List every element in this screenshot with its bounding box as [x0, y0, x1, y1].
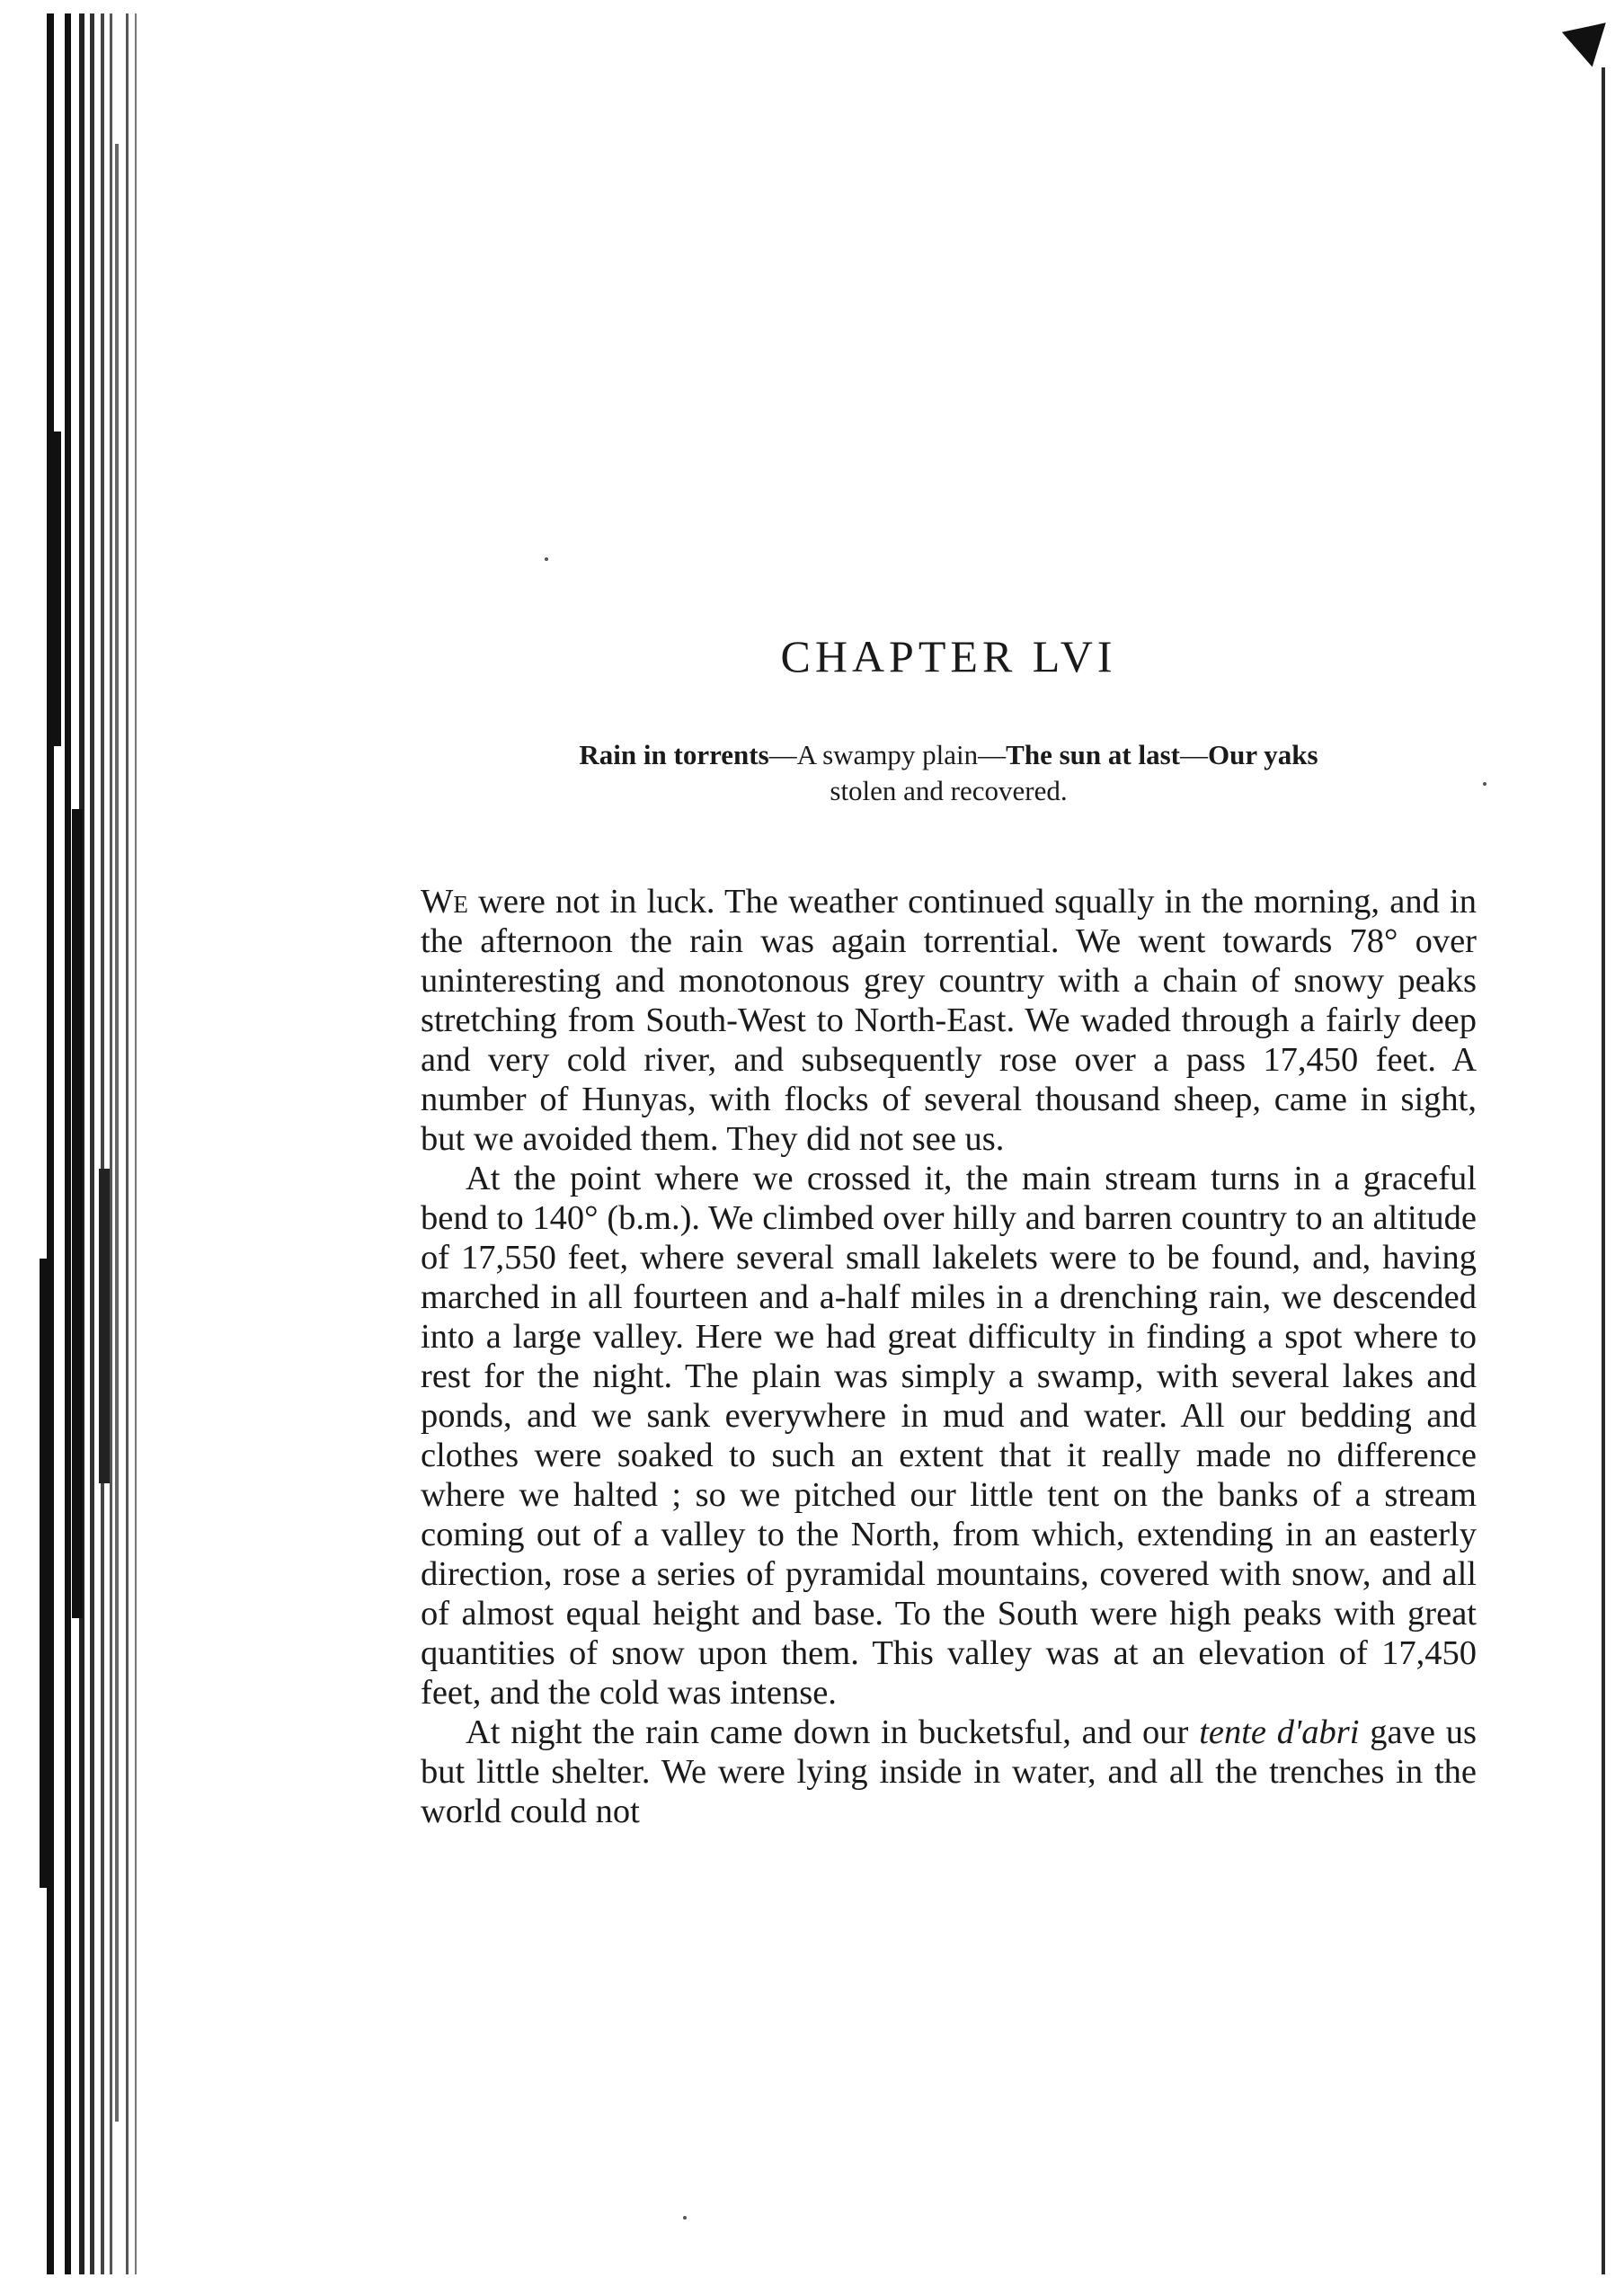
opening-word: We: [421, 882, 468, 921]
chapter-title: CHAPTER LVI: [780, 631, 1117, 681]
chapter-synopsis: [421, 737, 1477, 810]
paragraph-text: were not in luck. The weather continued squally in the morning, and in the afternoon the rain was again torrential. We went towards 78° over uninteresting and monotonous grey country with a chain of snowy peaks stretching from South-West to North-East. We waded through a fairly deep and very cold river, and subsequently rose over a pass 17,450 feet. A number of Hunyas, with flocks of several thousand sheep, came in sight, but we avoided them. They did not see us.: [421, 882, 1477, 1158]
synopsis-part: Our yaks: [1207, 739, 1318, 770]
page-edge-rule: [1602, 67, 1605, 2274]
binding-edge-artifact: [0, 0, 144, 2278]
paragraph-text: At night the rain came down in bucketsful, and our: [466, 1713, 1200, 1751]
paragraph-2: [421, 1159, 1477, 1713]
synopsis-part: —: [1179, 739, 1208, 770]
synopsis-part: —A swampy plain—: [768, 739, 1007, 770]
speck: [545, 557, 548, 561]
speck: [1483, 782, 1486, 786]
paragraph-3: [421, 1713, 1477, 1831]
page-content: [421, 629, 1477, 1831]
synopsis-part: The sun at last: [1006, 739, 1180, 770]
paragraph-text: gave us but little shelter. We were lying inside in water, and all the trenches in the world could not: [421, 1713, 1477, 1830]
synopsis-part: stolen and recovered.: [830, 775, 1068, 807]
corner-mark: [1562, 22, 1614, 71]
speck: [683, 2216, 687, 2220]
synopsis-part: Rain in torrents: [579, 739, 769, 770]
paragraph-1: [421, 882, 1477, 1159]
italic-phrase: tente d'abri: [1199, 1713, 1360, 1751]
paragraph-text: At the point where we crossed it, the main stream turns in a graceful bend to 140° (b.m.). We climbed over hilly and barren country to an altitude of 17,550 feet, where several small lakelets were to be found, and, having marched in all fourteen and a-half miles in a drenching rain, we descended into a large valley. Here we had great difficulty in finding a spot where to rest for the night. The plain was simply a swamp, with several lakes and ponds, and we sank everywhere in mud and water. All our bedding and clothes were soaked to such an extent that it really made no difference where we halted ; so we pitched our little tent on the banks of a stream coming out of a valley to the North, from which, extending in an easterly direction, rose a series of pyramidal mountains, covered with snow, and all of almost equal height and base. To the South were high peaks with great quantities of snow upon them. This valley was at an elevation of 17,450 feet, and the cold was intense.: [421, 1159, 1477, 1712]
